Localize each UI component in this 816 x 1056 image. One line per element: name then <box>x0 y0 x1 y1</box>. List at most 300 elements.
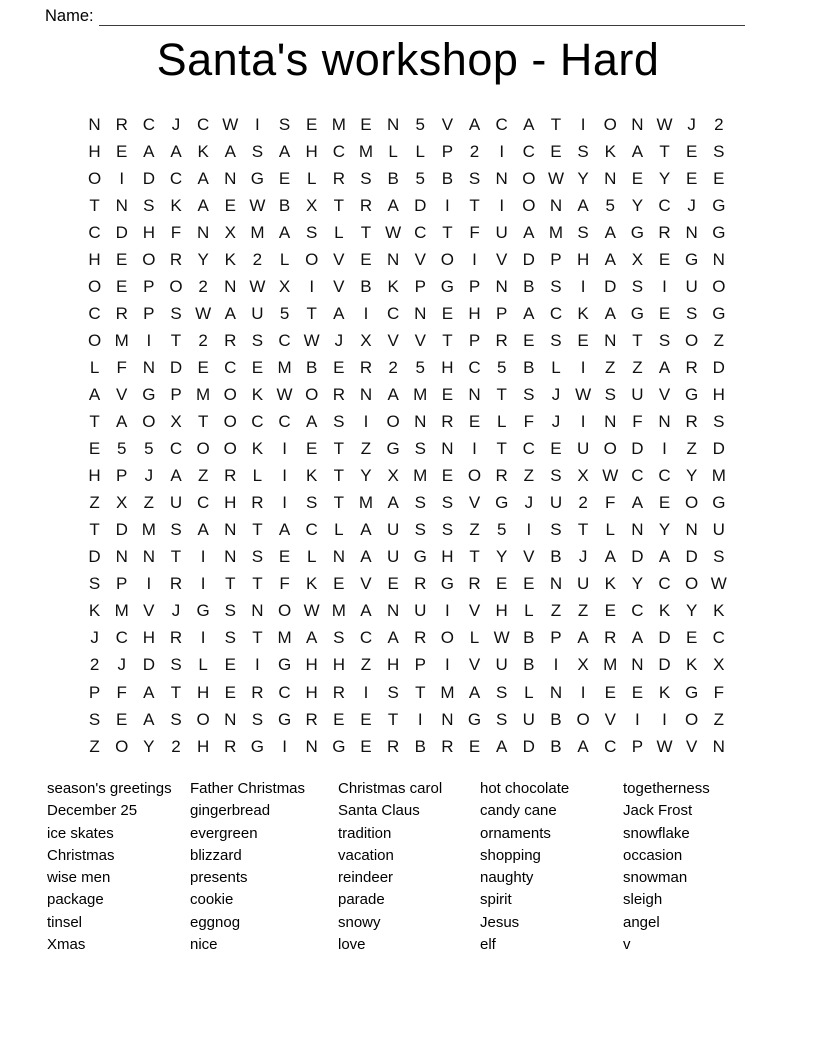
word-item: Xmas <box>47 936 86 954</box>
grid-cell: E <box>441 466 454 486</box>
grid-cell: S <box>170 520 182 540</box>
grid-cell: C <box>278 682 291 702</box>
grid-cell: E <box>550 439 562 459</box>
grid-cell: E <box>197 357 209 377</box>
grid-cell: B <box>441 168 454 188</box>
grid-cell: I <box>499 195 505 215</box>
grid-cell: S <box>550 520 562 540</box>
grid-cell: L <box>524 682 534 702</box>
grid-cell: I <box>363 303 369 323</box>
word-item: package <box>47 891 104 909</box>
grid-cell: R <box>685 357 698 377</box>
grid-cell: H <box>495 601 508 621</box>
grid-cell: H <box>142 222 155 242</box>
grid-cell: S <box>604 384 616 404</box>
grid-cell: S <box>496 709 508 729</box>
grid-cell: Y <box>685 466 698 486</box>
grid-cell: B <box>550 736 562 756</box>
grid-cell: A <box>604 249 616 269</box>
grid-cell: A <box>577 195 589 215</box>
grid-cell: N <box>712 249 725 269</box>
grid-cell: N <box>631 655 644 675</box>
grid-cell: N <box>332 547 345 567</box>
grid-cell: R <box>224 330 237 350</box>
word-item: vacation <box>338 846 394 864</box>
grid-cell: Z <box>197 466 209 486</box>
grid-cell: S <box>414 520 426 540</box>
grid-cell: H <box>468 303 481 323</box>
word-item: love <box>338 936 366 954</box>
grid-cell: F <box>116 357 127 377</box>
grid-cell: O <box>685 493 699 513</box>
grid-cell: S <box>441 520 454 540</box>
grid-cell: 2 <box>469 141 480 161</box>
word-item: snowy <box>338 913 381 931</box>
grid-cell: C <box>196 114 210 134</box>
grid-cell: E <box>278 168 291 188</box>
word-item: snowflake <box>623 824 690 842</box>
grid-cell: E <box>360 114 372 134</box>
grid-cell: O <box>142 412 156 432</box>
grid-cell: S <box>251 709 264 729</box>
grid-cell: N <box>196 222 210 242</box>
grid-cell: E <box>468 412 481 432</box>
grid-cell: M <box>114 330 129 350</box>
grid-cell: S <box>170 655 182 675</box>
grid-cell: N <box>88 114 101 134</box>
grid-cell: N <box>658 412 671 432</box>
grid-cell: U <box>712 520 725 540</box>
grid-cell: S <box>685 303 698 323</box>
grid-cell: Z <box>686 439 697 459</box>
grid-cell: F <box>469 222 480 242</box>
grid-cell: H <box>305 141 318 161</box>
grid-cell: M <box>603 655 618 675</box>
grid-cell: E <box>523 330 535 350</box>
grid-cell: S <box>713 547 725 567</box>
grid-cell: W <box>656 114 673 134</box>
word-item: shopping <box>480 846 541 864</box>
grid-cell: I <box>445 195 450 215</box>
grid-cell: B <box>306 357 318 377</box>
grid-cell: N <box>224 520 237 540</box>
grid-cell: A <box>577 628 589 648</box>
grid-cell: I <box>526 520 532 540</box>
grid-cell: L <box>469 628 480 648</box>
grid-cell: K <box>658 601 671 621</box>
grid-cell: I <box>119 168 125 188</box>
grid-cell: G <box>440 574 455 594</box>
grid-cell: E <box>604 682 616 702</box>
grid-cell: O <box>196 709 210 729</box>
grid-cell: S <box>333 412 345 432</box>
grid-cell: T <box>333 466 345 486</box>
grid-cell: C <box>522 141 535 161</box>
grid-cell: A <box>604 222 616 242</box>
grid-cell: D <box>658 655 671 675</box>
grid-cell: I <box>445 601 450 621</box>
grid-cell: V <box>387 330 399 350</box>
grid-cell: X <box>631 249 644 269</box>
grid-cell: I <box>363 682 369 702</box>
word-item: season's greetings <box>47 780 172 797</box>
grid-cell: S <box>143 195 155 215</box>
grid-cell: E <box>658 303 671 323</box>
grid-cell: T <box>225 574 236 594</box>
grid-cell: Z <box>360 655 372 675</box>
grid-cell: T <box>170 330 182 350</box>
grid-cell: I <box>445 655 450 675</box>
grid-cell: D <box>631 439 644 459</box>
grid-cell: S <box>414 439 426 459</box>
grid-cell: A <box>523 303 535 323</box>
grid-cell: I <box>662 709 667 729</box>
grid-cell: K <box>197 141 209 161</box>
grid-cell: A <box>197 195 209 215</box>
grid-cell: N <box>604 168 617 188</box>
grid-cell: D <box>115 520 128 540</box>
grid-cell: 5 <box>415 357 425 377</box>
word-item: Santa Claus <box>338 802 420 820</box>
grid-cell: C <box>88 222 101 242</box>
grid-cell: 5 <box>605 195 615 215</box>
grid-cell: C <box>414 222 427 242</box>
grid-cell: T <box>360 222 372 242</box>
grid-cell: W <box>249 195 266 215</box>
grid-cell: I <box>580 412 586 432</box>
grid-cell: K <box>604 574 616 594</box>
grid-cell: A <box>143 682 155 702</box>
word-item: Father Christmas <box>190 780 306 797</box>
grid-cell: S <box>550 466 562 486</box>
grid-cell: V <box>496 249 508 269</box>
grid-cell: B <box>523 276 535 296</box>
grid-cell: T <box>632 330 643 350</box>
grid-cell: S <box>306 493 318 513</box>
grid-cell: R <box>224 736 237 756</box>
grid-cell: P <box>441 141 454 161</box>
grid-cell: V <box>685 736 698 756</box>
grid-cell: O <box>87 276 102 296</box>
grid-cell: K <box>224 249 236 269</box>
grid-cell: P <box>170 384 182 404</box>
grid-cell: Z <box>577 601 589 621</box>
grid-cell: D <box>142 168 155 188</box>
grid-cell: S <box>251 547 264 567</box>
grid-cell: A <box>224 141 236 161</box>
grid-cell: A <box>143 709 155 729</box>
grid-cell: M <box>440 682 455 702</box>
grid-cell: R <box>468 574 481 594</box>
grid-cell: T <box>89 520 100 540</box>
grid-cell: W <box>710 574 727 594</box>
grid-cell: R <box>495 466 508 486</box>
grid-cell: O <box>305 249 319 269</box>
grid-cell: D <box>685 547 698 567</box>
grid-cell: G <box>277 655 292 675</box>
grid-cell: S <box>88 709 101 729</box>
grid-cell: W <box>385 222 402 242</box>
grid-cell: O <box>685 330 699 350</box>
grid-cell: R <box>386 736 400 756</box>
grid-cell: G <box>712 493 726 513</box>
grid-cell: V <box>360 574 372 594</box>
word-item: naughty <box>480 869 534 887</box>
grid-cell: V <box>333 249 345 269</box>
grid-cell: I <box>417 709 423 729</box>
grid-cell: E <box>713 168 725 188</box>
grid-cell: O <box>522 168 536 188</box>
grid-cell: A <box>523 222 535 242</box>
grid-cell: I <box>200 574 206 594</box>
grid-cell: T <box>469 195 480 215</box>
grid-cell: C <box>88 303 101 323</box>
grid-cell: A <box>170 466 182 486</box>
word-item: tradition <box>338 824 392 842</box>
grid-cell: T <box>387 709 399 729</box>
grid-cell: 2 <box>89 655 100 675</box>
grid-cell: E <box>441 384 454 404</box>
grid-cell: J <box>334 330 344 350</box>
grid-cell: N <box>386 249 400 269</box>
grid-cell: O <box>603 114 617 134</box>
grid-cell: Y <box>685 601 698 621</box>
grid-cell: J <box>551 384 561 404</box>
grid-cell: M <box>358 493 374 513</box>
grid-cell: V <box>414 330 426 350</box>
grid-cell: S <box>251 330 264 350</box>
word-item: sleigh <box>623 891 663 909</box>
grid-cell: M <box>250 222 265 242</box>
grid-cell: L <box>496 412 507 432</box>
grid-cell: S <box>713 141 725 161</box>
grid-cell: P <box>414 655 426 675</box>
grid-cell: J <box>171 601 181 621</box>
word-item: togetherness <box>623 780 710 797</box>
grid-cell: S <box>523 384 535 404</box>
grid-cell: P <box>143 303 155 323</box>
grid-cell: T <box>89 412 100 432</box>
grid-cell: K <box>251 439 264 459</box>
grid-cell: F <box>523 412 535 432</box>
grid-cell: K <box>251 384 264 404</box>
grid-cell: T <box>442 330 453 350</box>
grid-cell: W <box>249 276 266 296</box>
grid-cell: N <box>224 709 237 729</box>
grid-cell: G <box>250 168 265 188</box>
grid-cell: P <box>88 682 101 702</box>
grid-cell: S <box>278 114 291 134</box>
grid-cell: K <box>88 601 101 621</box>
grid-cell: E <box>333 574 345 594</box>
grid-cell: T <box>170 547 182 567</box>
grid-cell: O <box>169 276 183 296</box>
grid-cell: T <box>496 439 507 459</box>
grid-cell: R <box>332 168 345 188</box>
grid-cell: E <box>278 547 291 567</box>
grid-cell: S <box>441 493 454 513</box>
grid-cell: Y <box>360 466 372 486</box>
grid-cell: Y <box>658 520 671 540</box>
grid-cell: I <box>282 493 287 513</box>
grid-cell: I <box>200 628 206 648</box>
grid-cell: X <box>577 466 589 486</box>
grid-cell: J <box>551 412 561 432</box>
grid-cell: P <box>468 276 481 296</box>
grid-cell: I <box>662 276 667 296</box>
grid-cell: O <box>305 384 319 404</box>
grid-cell: I <box>472 249 477 269</box>
grid-cell: E <box>224 655 236 675</box>
grid-cell: V <box>143 601 155 621</box>
grid-cell: A <box>631 628 644 648</box>
grid-cell: T <box>306 303 317 323</box>
grid-cell: K <box>713 601 725 621</box>
grid-cell: J <box>90 628 99 648</box>
grid-cell: R <box>359 195 373 215</box>
word-column <box>480 778 623 956</box>
name-blank-line <box>99 7 745 26</box>
grid-cell: M <box>413 466 428 486</box>
grid-cell: A <box>170 141 182 161</box>
word-item: hot chocolate <box>480 780 570 797</box>
grid-cell: A <box>360 520 372 540</box>
grid-cell: H <box>386 655 400 675</box>
grid-cell: E <box>360 709 372 729</box>
grid-cell: M <box>413 384 428 404</box>
grid-cell: 5 <box>144 439 154 459</box>
grid-cell: U <box>495 655 508 675</box>
grid-cell: W <box>276 384 293 404</box>
grid-cell: S <box>387 682 399 702</box>
grid-cell: L <box>89 357 100 377</box>
grid-cell: F <box>713 682 724 702</box>
grid-cell: P <box>550 249 562 269</box>
grid-cell: D <box>414 195 427 215</box>
grid-cell: D <box>631 547 644 567</box>
grid-cell: U <box>522 709 535 729</box>
grid-cell: Z <box>550 601 562 621</box>
grid-cell: G <box>495 493 509 513</box>
grid-cell: P <box>143 276 155 296</box>
grid-cell: 2 <box>198 330 208 350</box>
grid-cell: K <box>604 141 616 161</box>
grid-cell: Z <box>523 466 535 486</box>
grid-cell: O <box>440 628 455 648</box>
grid-cell: 2 <box>578 493 588 513</box>
word-item: ice skates <box>47 824 114 842</box>
grid-cell: A <box>143 141 155 161</box>
grid-cell: H <box>712 384 725 404</box>
grid-cell: 2 <box>171 736 181 756</box>
grid-cell: C <box>658 466 671 486</box>
grid-cell: R <box>332 384 345 404</box>
page-title: Santa's workshop - Hard <box>156 34 660 85</box>
word-item: presents <box>190 869 248 887</box>
grid-cell: V <box>658 384 671 404</box>
grid-cell: E <box>631 682 644 702</box>
grid-cell: S <box>414 493 426 513</box>
grid-cell: N <box>414 303 427 323</box>
grid-cell: 5 <box>415 114 425 134</box>
grid-cell: P <box>631 736 644 756</box>
grid-cell: C <box>604 736 617 756</box>
word-item: gingerbread <box>190 802 271 820</box>
grid-cell: B <box>414 736 426 756</box>
grid-cell: T <box>415 682 426 702</box>
grid-cell: N <box>712 736 725 756</box>
grid-cell: P <box>496 303 508 323</box>
grid-cell: B <box>523 357 535 377</box>
grid-cell: O <box>115 736 129 756</box>
grid-cell: N <box>495 168 508 188</box>
word-column <box>190 778 338 956</box>
grid-cell: G <box>630 222 644 242</box>
grid-cell: E <box>577 330 589 350</box>
grid-cell: T <box>197 412 209 432</box>
grid-cell: C <box>658 195 671 215</box>
grid-cell: M <box>196 384 211 404</box>
grid-cell: B <box>550 547 562 567</box>
grid-cell: S <box>170 303 182 323</box>
grid-cell: C <box>251 412 264 432</box>
grid-cell: Z <box>605 357 616 377</box>
grid-cell: I <box>499 141 505 161</box>
grid-cell: S <box>251 141 264 161</box>
grid-cell: E <box>116 249 128 269</box>
word-list <box>47 778 710 956</box>
grid-cell: U <box>631 384 644 404</box>
grid-cell: 2 <box>252 249 263 269</box>
grid-cell: S <box>224 601 236 621</box>
grid-cell: K <box>306 466 318 486</box>
grid-cell: L <box>415 141 425 161</box>
grid-cell: E <box>604 601 616 621</box>
grid-cell: C <box>305 520 318 540</box>
grid-cell: F <box>605 493 616 513</box>
grid-cell: E <box>306 439 318 459</box>
word-item: tinsel <box>47 913 83 931</box>
grid-cell: A <box>496 736 508 756</box>
grid-cell: L <box>334 520 344 540</box>
word-item: eggnog <box>190 913 241 931</box>
grid-cell: D <box>712 439 725 459</box>
grid-cell: A <box>197 168 209 188</box>
grid-cell: G <box>332 736 346 756</box>
word-item: spirit <box>480 891 512 909</box>
grid-cell: L <box>306 547 317 567</box>
grid-cell: C <box>522 439 535 459</box>
grid-cell: E <box>333 709 345 729</box>
grid-cell: A <box>577 736 589 756</box>
grid-cell: I <box>282 466 287 486</box>
grid-cell: W <box>303 601 320 621</box>
grid-cell: V <box>523 547 535 567</box>
grid-cell: I <box>255 655 260 675</box>
grid-cell: P <box>550 628 562 648</box>
grid-cell: I <box>580 114 586 134</box>
grid-cell: E <box>88 439 101 459</box>
word-item: nice <box>190 936 218 954</box>
grid-cell: S <box>468 168 481 188</box>
grid-cell: A <box>387 384 399 404</box>
word-column <box>623 778 710 956</box>
grid-cell: G <box>712 222 726 242</box>
grid-cell: L <box>334 222 344 242</box>
grid-cell: C <box>359 628 373 648</box>
grid-cell: Y <box>496 547 508 567</box>
grid-cell: O <box>87 330 102 350</box>
